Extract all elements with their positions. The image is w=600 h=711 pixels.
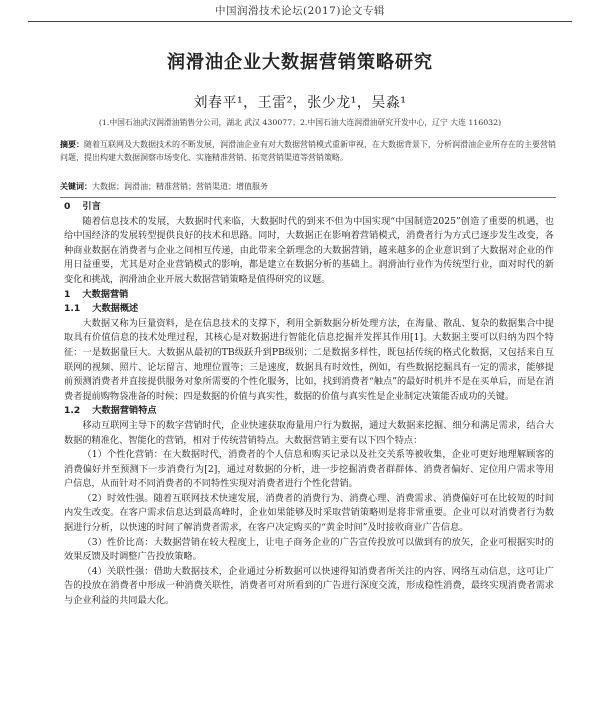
affiliation: (1.中国石油武汉润滑油销售分公司，湖北 武汉 430077；2.中国石油大连润滑油研究开发中心，辽宁 大连 116032) [98, 118, 502, 127]
subsection-heading-1-1 [64, 302, 554, 317]
keywords [60, 181, 556, 192]
paragraph-1-1: 大数据又称为巨量资料，是在信息技术的支撑下，利用全新数据分析处理方法，在海量、散乱、复杂的数据集合中提取具有价值信息的技术处理过程，其核心是对数据进行智能化信息挖掘并发挥其作用[1]。大数据主要可以归纳为四个特征：一是数据量巨大。大数据从最初的TB级跃升到PB级别；二是数据多样性，既包括传统的格式化数据，又包括来自互联网的视频、照片、论坛留言、地理位置等；三是速度，数据具有时效性，例如，有些数据挖掘具有一定的需求，能够提前预测消费者并直接提供服务对象所需要的个性化服务，比如，找到消费者“触点”的最好时机并不是在买单后，而是在消费者提前购物袋准备的时候；四是数据的价值与真实性，数据的价值与真实性是企业制定决策能否成功的关键。 [64, 317, 554, 402]
paragraph-intro: 随着信息技术的发展，大数据时代来临，大数据时代的到来不但为中国实现“中国制造2025”创造了重要的机遇，也给中国经济的发展转型提供良好的技术和思路。同时，大数据正在影响着营销模式，消费者行为方式已逐步发生改变，各种商业数据在消费者与企业之间相互传递，由此带来全新理念的大数据营销，越来越多的企业意识到了大数据对企业的作用日益重要，尤其是对企业营销模式的影响，都是建立在数据分析的基础上。润滑油行业作为传统型行业，面对时代的新变化和挑战，润滑油企业开展大数据营销策略是值得研究的议题。 [64, 215, 554, 285]
subsection-number: 1.2 [64, 405, 81, 417]
author-list: 刘春平¹，王雷²，张少龙¹，吴淼¹ [193, 95, 407, 111]
subsection-heading-1-2 [64, 404, 554, 419]
paragraph-1-2-item3: （3）性价比高：大数据营销在较大程度上，让电子商务企业的广告宣传投放可以做到有的放矢，企业可根据实时的效果反馈及时调整广告投放策略。 [64, 536, 554, 563]
keywords-label: 关键词： [60, 181, 92, 191]
section-number: 0 [64, 201, 71, 212]
section-title: 引言 [82, 201, 101, 212]
section-number: 1 [64, 288, 71, 300]
header-divider [28, 21, 572, 22]
paragraph-1-2-item4: （4）关联性强：借助大数据技术，企业通过分析数据可以快速得知消费者所关注的内容、网络互动信息，这可让广告的投放在消费者中形成一种消费关联性，消费者可对所看到的广告进行深度交流，形成稳性消费，最终实现消费者需求与企业利益的共同最大化。 [64, 565, 554, 607]
subsection-title: 大数据营销特点 [92, 405, 157, 417]
paper-title: 润滑油企业大数据营销策略研究 [167, 52, 433, 73]
abstract-text: 随着互联网及大数据技术的不断发展，润滑油企业有对大数据营销模式重新审视，在大数据背景下，分析润滑油企业所存在的主要营销问题，提出构建大数据洞察市场变化、实施精准营销、拓宽营销渠道等营销策略。 [60, 140, 556, 162]
section-heading-intro [64, 200, 554, 215]
abstract-divider [60, 197, 556, 198]
keywords-text: 大数据；润滑油；精准营销；营销渠道；增值服务 [92, 182, 268, 191]
abstract [60, 138, 556, 164]
paragraph-1-2-intro: 移动互联网主导下的数字营销时代，企业快速获取海量用户行为数据，通过大数据来挖掘、细分和满足需求，结合大数据的精准化、智能化的营销，相对于传统营销特点。大数据营销主要有以下四个特点： [64, 419, 554, 446]
paragraph-1-2-item2: （2）时效性强。随着互联网技术快速发展，消费者的消费行为、消费心理、消费需求、消费偏好可在比较短的时间内发生改变。在客户需求信息达到最高峰时，企业如果能够及时采取营销策略则是将非常重要。企业可以对消费者行为数据进行分析，以快速的时间了解消费者需求，在客户决定购买的“黄金时间”及时接收商业广告信息。 [64, 492, 554, 534]
section-heading-1 [64, 288, 554, 303]
paragraph-1-2-item1: （1）个性化营销：在大数据时代，消费者的个人信息和购买记录以及社交关系等被收集，企业可更好地理解顾客的消费偏好并至预测下一步消费行为[2]，通过对数据的分析，进一步挖掘消费者群群体、消费者偏好、定位用户需求等用户信息，从而针对不同消费者的不同特性实现对消费者进行个性化营销。 [64, 449, 554, 490]
subsection-number: 1.1 [64, 303, 81, 315]
abstract-label: 摘要： [60, 139, 84, 149]
subsection-title: 大数据概述 [92, 303, 139, 315]
running-header: 中国润滑技术论坛(2017)论文专辑 [215, 5, 385, 17]
body-text [64, 200, 554, 609]
section-title: 大数据营销 [82, 288, 129, 300]
